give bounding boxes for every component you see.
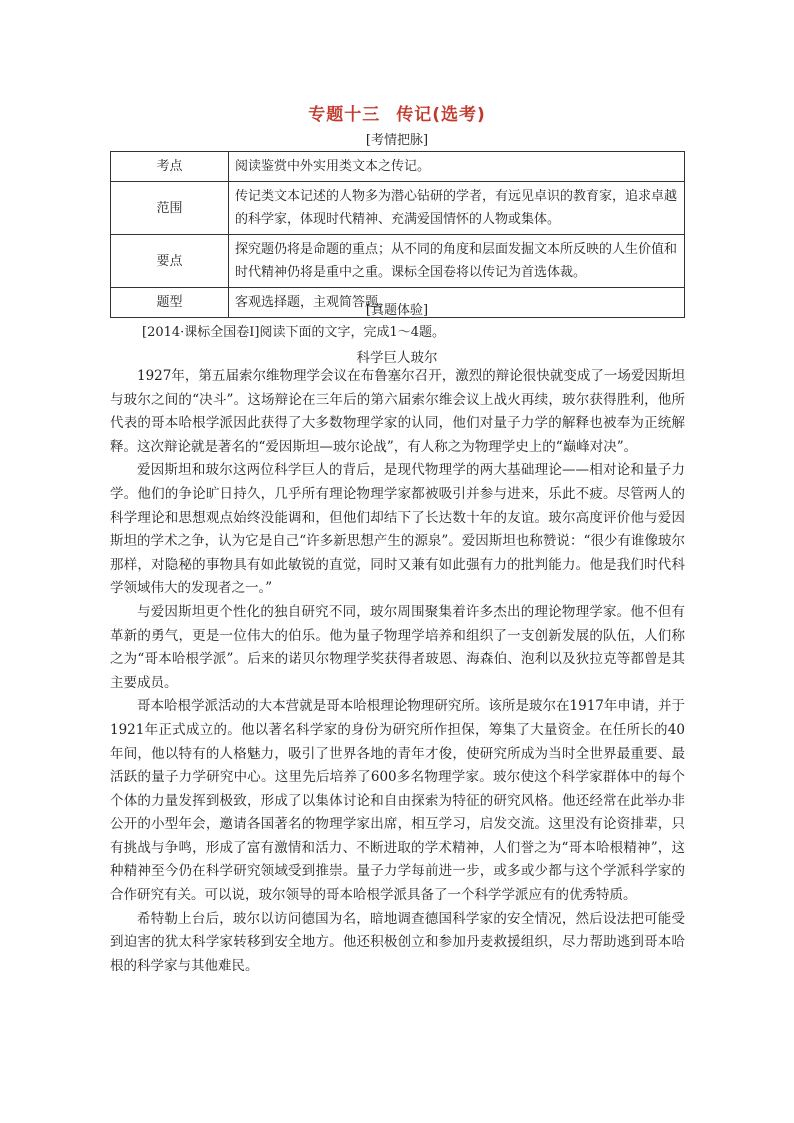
page-title bbox=[0, 100, 794, 125]
paragraph: 1927年，第五届索尔维物理学会议在布鲁塞尔召开，激烈的辩论很快就变成了一场爱因斯坦与玻尔之间的“决斗”。这场辩论在三年后的第六届索尔维会议上战火再续，玻尔获得胜利，他所代表的哥本哈根学派因此获得了大多数物理学家的认同，他们对量子力学的解释也被奉为正统解释。这次辩论就是著名的“爱因斯坦—玻尔论战”，有人称之为物理学史上的“巅峰对决”。 bbox=[110, 368, 685, 455]
article-title: 科学巨人玻尔 bbox=[356, 350, 438, 366]
article-body bbox=[110, 365, 685, 978]
table-row bbox=[111, 182, 685, 235]
section-heading-exam-trends: [考情把脉] bbox=[365, 133, 429, 148]
row-value: 阅读鉴赏中外实用类文本之传记。 bbox=[229, 152, 685, 182]
row-value: 传记类文本记述的人物多为潜心钻研的学者，有远见卓识的教育家，追求卓越的科学家，体现时代精神、充满爱国情怀的人物或集体。 bbox=[229, 182, 685, 235]
paragraph: 希特勒上台后，玻尔以访问德国为名，暗地调查德国科学家的安全情况，然后设法把可能受到迫害的犹太科学家转移到安全地方。他还积极创立和参加丹麦救援组织，尽力帮助逃到哥本哈根的科学家与其他难民。 bbox=[110, 910, 685, 974]
row-key: 题型 bbox=[111, 288, 229, 318]
row-key: 要点 bbox=[111, 235, 229, 288]
paragraph: 与爱因斯坦更个性化的独自研究不同，玻尔周围聚集着许多杰出的理论物理学家。他不但有革新的勇气，更是一位伟大的伯乐。他为量子物理学培养和组织了一支创新发展的队伍，人们称之为“哥本哈根学派”。后来的诺贝尔物理学奖获得者玻恩、海森伯、泡利以及狄拉克等都曾是其主要成员。 bbox=[110, 603, 685, 691]
exam-info-table bbox=[110, 151, 685, 318]
table-row bbox=[111, 235, 685, 288]
question-source: [2014·课标全国卷Ⅰ]阅读下面的文字，完成1～4题。 bbox=[142, 325, 446, 340]
section-heading-real-exam: [真题体验] bbox=[365, 303, 429, 318]
paragraph: 哥本哈根学派活动的大本营就是哥本哈根理论物理研究所。该所是玻尔在1917年申请，并于1921年正式成立的。他以著名科学家的身份为研究所作担保，筹集了大量资金。在任所长的40年间，他以特有的人格魅力，吸引了世界各地的青年才俊，使研究所成为当时全世界最重要、最活跃的量子力学研究中心。这里先后培养了600多名物理学家。玻尔使这个科学家群体中的每个个体的力量发挥到极致，形成了以集体讨论和自由探索为特征的研究风格。他还经常在此举办非公开的小型年会，邀请各国著名的物理学家出席，相互学习，启发交流。这里没有论资排辈，只有挑战与争鸣，形成了富有激情和活力、不断进取的学术精神，人们誉之为“哥本哈根精神”，这种精神至今仍在科学研究领域受到推崇。量子力学每前进一步，或多或少都与这个学派科学家的合作研究有关。可以说，玻尔领导的哥本哈根学派具备了一个科学学派应有的优秀特质。 bbox=[110, 698, 685, 904]
title-subject: 传记(选考) bbox=[396, 105, 486, 125]
table-row bbox=[111, 152, 685, 182]
paragraph: 爱因斯坦和玻尔这两位科学巨人的背后，是现代物理学的两大基础理论——相对论和量子力学。他们的争论旷日持久，几乎所有理论物理学家都被吸引并参与进来，乐此不疲。尽管两人的科学理论和思想观点始终没能调和，但他们却结下了长达数十年的友谊。玻尔高度评价他与爱因斯坦的学术之争，认为它是自己“许多新思想产生的源泉”。爱因斯坦也称赞说：“很少有谁像玻尔那样，对隐秘的事物具有如此敏锐的直觉，同时又兼有如此强有力的批判能力。他是我们时代科学领域伟大的发现者之一。” bbox=[110, 462, 685, 597]
row-value: 客观选择题，主观简答题。 bbox=[229, 288, 685, 318]
row-key: 范围 bbox=[111, 182, 229, 235]
row-key: 考点 bbox=[111, 152, 229, 182]
title-topic: 专题十三 bbox=[308, 105, 381, 125]
row-value: 探究题仍将是命题的重点；从不同的角度和层面发掘文本所反映的人生价值和时代精神仍将是重中之重。课标全国卷将以传记为首选体裁。 bbox=[229, 235, 685, 288]
